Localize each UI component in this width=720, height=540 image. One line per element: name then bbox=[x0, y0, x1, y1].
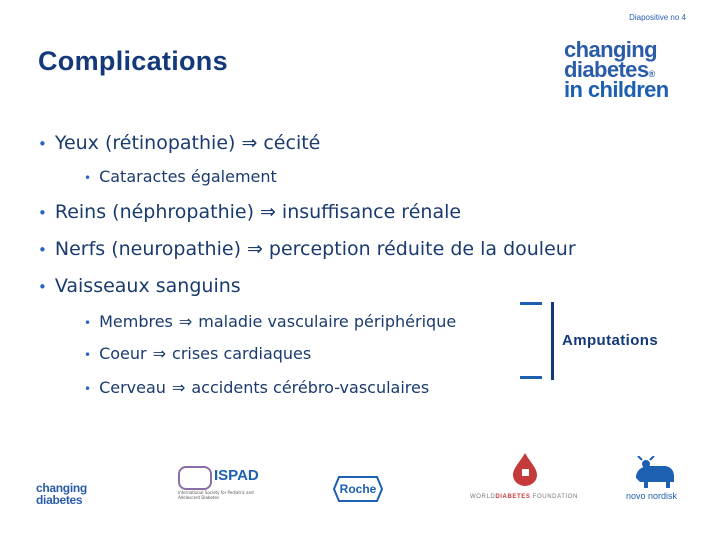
bullet-text: Cataractes également bbox=[99, 167, 277, 186]
bullet-result: perception réduite de la douleur bbox=[268, 238, 576, 260]
bullet-eyes bbox=[38, 132, 320, 154]
bullet-text: Yeux (rétinopathie) bbox=[54, 132, 236, 154]
bullet-result: maladie vasculaire périphérique bbox=[198, 312, 457, 331]
roche-name: Roche bbox=[339, 482, 377, 496]
bullet-dot: • bbox=[38, 204, 47, 222]
bullet-heart bbox=[84, 344, 311, 363]
novo-nordisk-logo bbox=[624, 456, 688, 504]
ispad-subtitle: International Society for Pediatric and Adolescent Diabetes bbox=[178, 490, 254, 500]
arrow-icon: ⇒ bbox=[178, 312, 193, 331]
bullet-text: Reins (néphropathie) bbox=[54, 201, 254, 223]
bullet-dot: • bbox=[84, 316, 92, 330]
roche-logo bbox=[333, 476, 383, 502]
arrow-icon: ⇒ bbox=[246, 238, 263, 260]
bullet-result: accidents cérébro-vasculaires bbox=[191, 378, 430, 397]
bullet-kidneys bbox=[38, 201, 461, 223]
arrow-icon: ⇒ bbox=[260, 201, 276, 223]
logo-line-1: changing bbox=[564, 37, 657, 62]
novo-nordisk-name: novo nordisk bbox=[626, 491, 678, 501]
bullet-result: insuffisance rénale bbox=[281, 201, 462, 223]
logo-line-3: in children bbox=[564, 77, 669, 102]
wdf-word-3: FOUNDATION bbox=[532, 494, 578, 500]
bullet-dot: • bbox=[84, 171, 92, 185]
bullet-result: cécité bbox=[263, 132, 321, 154]
logo-line-2-text: diabetes bbox=[564, 57, 649, 82]
bullet-brain bbox=[84, 378, 429, 397]
arrow-icon: ⇒ bbox=[152, 344, 167, 363]
bullet-result: crises cardiaques bbox=[172, 344, 312, 363]
bullet-dot: • bbox=[38, 135, 47, 153]
bracket-bottom-tick bbox=[520, 376, 542, 379]
bullet-dot: • bbox=[38, 278, 47, 296]
bullet-text: Membres bbox=[99, 312, 173, 331]
bracket-line bbox=[551, 302, 554, 380]
slide-number: Diapositive no 4 bbox=[629, 13, 686, 22]
slide-title: Complications bbox=[38, 46, 228, 76]
wdf-name bbox=[470, 494, 582, 500]
registered-mark: ® bbox=[648, 69, 655, 79]
ispad-name: ISPAD bbox=[214, 467, 259, 484]
bullet-blood-vessels bbox=[38, 275, 241, 297]
amputations-callout: Amputations bbox=[562, 332, 659, 349]
bullet-limbs bbox=[84, 312, 456, 331]
bullet-text: Cerveau bbox=[99, 378, 166, 397]
bullet-nerves bbox=[38, 238, 576, 260]
apis-bull-icon bbox=[624, 456, 688, 492]
ispad-logo bbox=[178, 466, 268, 504]
bullet-dot: • bbox=[38, 241, 47, 259]
ispad-emblem-icon bbox=[178, 466, 212, 490]
changing-diabetes-logo bbox=[36, 482, 87, 506]
blood-drop-icon bbox=[512, 452, 538, 486]
bullet-text: Nerfs (neuropathie) bbox=[54, 238, 241, 260]
arrow-icon: ⇒ bbox=[171, 378, 186, 397]
logo-line-2: diabetes bbox=[36, 493, 83, 507]
bullet-text: Coeur bbox=[99, 344, 147, 363]
wdf-word-2: DIABETES bbox=[495, 494, 531, 500]
world-diabetes-foundation-logo bbox=[470, 452, 580, 504]
bullet-dot: • bbox=[84, 382, 92, 396]
arrow-icon: ⇒ bbox=[241, 132, 258, 154]
changing-diabetes-in-children-logo bbox=[564, 37, 669, 102]
bullet-text: Vaisseaux sanguins bbox=[54, 275, 241, 297]
bullet-cataracts bbox=[84, 167, 277, 186]
bullet-dot: • bbox=[84, 348, 92, 362]
logo-line-1: changing bbox=[36, 481, 87, 495]
wdf-word-1: WORLD bbox=[470, 494, 496, 500]
bracket-top-tick bbox=[520, 302, 542, 305]
